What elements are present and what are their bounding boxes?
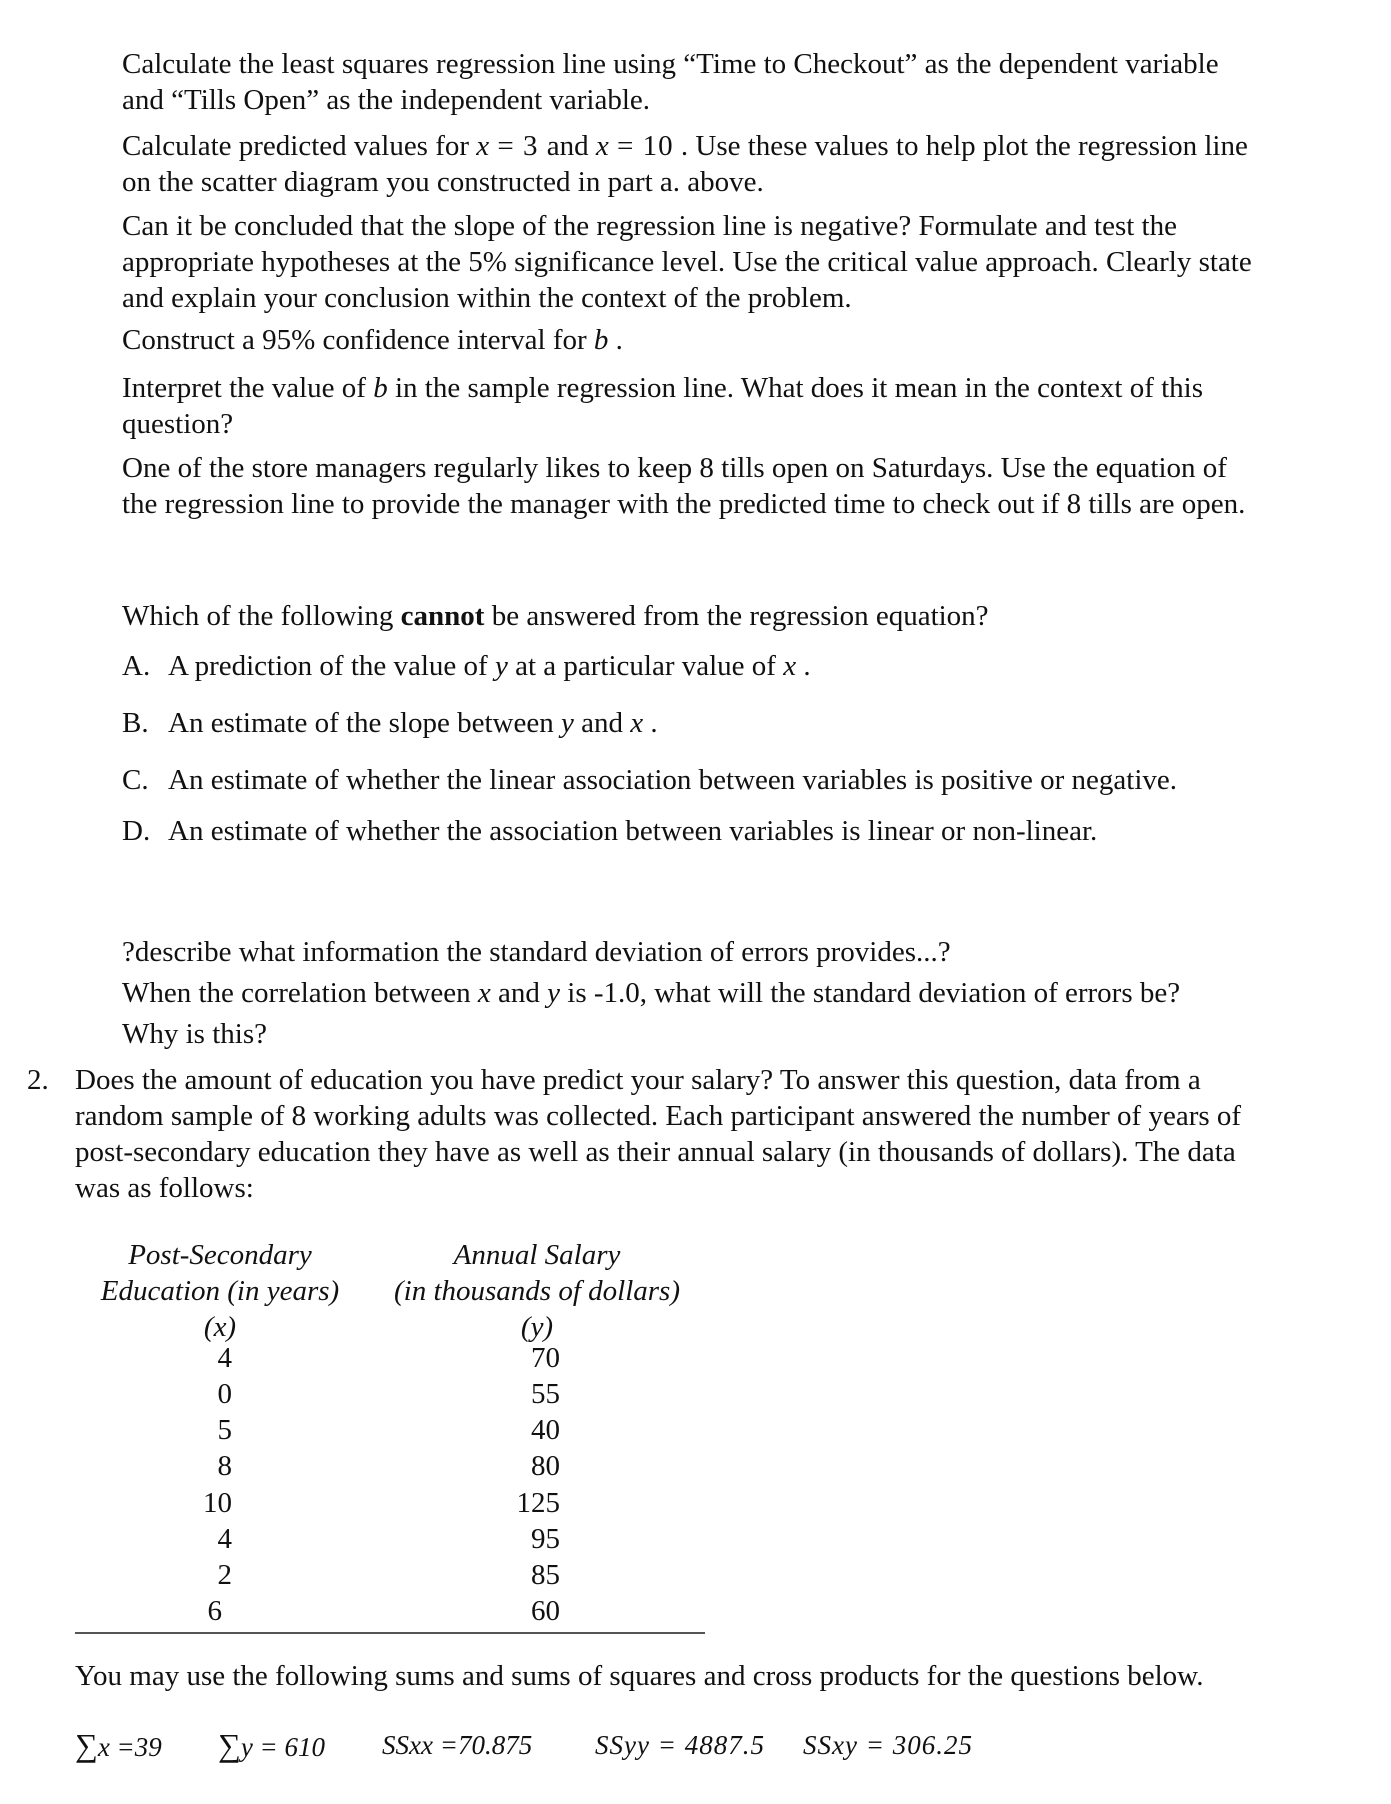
text-line: Calculate the least squares regression line using “Time to Checkout” as the dependent variable (122, 48, 1219, 80)
option-label: D. (122, 815, 151, 847)
sum-y-value: y = 610 (240, 1732, 326, 1762)
cell-y: 95 (531, 1523, 560, 1555)
math-var-y: y (494, 650, 508, 682)
math-eq: = 3 (489, 130, 547, 162)
ssxy: SSxy = 306.25 (803, 1730, 973, 1760)
math-var-b: b (593, 324, 609, 356)
text-line: appropriate hypotheses at the 5% significance level. Use the critical value approach. Clearly state (122, 246, 1252, 278)
cell-y: 125 (516, 1487, 560, 1519)
ssyy: SSyy = 4887.5 (595, 1730, 765, 1760)
cell-x: 8 (217, 1450, 232, 1482)
header-line: Post-Secondary (128, 1239, 312, 1271)
item-confidence-interval (122, 322, 1342, 358)
text-line: question? (122, 408, 234, 440)
item-predicted-values (122, 128, 1342, 200)
cell-x: 4 (217, 1523, 232, 1555)
question-number: 2. (27, 1064, 49, 1096)
text-fragment: Interpret the value of (122, 372, 374, 404)
text-line: Does the amount of education you have predict your salary? To answer this question, data from a (75, 1064, 1201, 1096)
math-var-y: y (547, 977, 561, 1009)
mc-option-d (122, 813, 1097, 849)
text-line: was as follows: (75, 1172, 254, 1204)
option-label: B. (122, 707, 149, 739)
text-line (122, 370, 1342, 406)
text-fragment: Which of the following (122, 600, 401, 632)
text-fragment: and (546, 130, 596, 162)
question2-text (75, 1062, 1345, 1206)
text-fragment: and (573, 707, 631, 739)
header-line: (y) (520, 1311, 554, 1343)
mc-option-c (122, 762, 1177, 798)
column-header-salary (382, 1237, 692, 1345)
ssxx: SSxx =70.875 (382, 1730, 533, 1760)
text-fragment: Construct a 95% confidence interval for (122, 324, 594, 356)
text-fragment: . Use these values to help plot the regression line (673, 130, 1248, 162)
cell-x: 10 (203, 1487, 232, 1519)
cell-y: 60 (531, 1595, 560, 1627)
cell-x: 6 (207, 1595, 222, 1627)
cell-y: 70 (531, 1342, 560, 1374)
sums-intro (75, 1658, 1345, 1694)
text-fragment: When the correlation between (122, 977, 478, 1009)
math-var-x: x (477, 977, 491, 1009)
text-line: and “Tills Open” as the independent variable. (122, 84, 651, 116)
text-line: ?describe what information the standard deviation of errors provides...? (122, 936, 951, 968)
item-manager-prediction (122, 450, 1342, 522)
sigma-icon: ∑ (75, 1727, 98, 1763)
cell-y: 80 (531, 1450, 560, 1482)
text-line: on the scatter diagram you constructed in part a. above. (122, 166, 764, 198)
text-line (122, 973, 1342, 1014)
text-fragment: . (643, 707, 658, 739)
text-line: One of the store managers regularly likes to keep 8 tills open on Saturdays. Use the equation of (122, 452, 1227, 484)
text-fragment: . (608, 324, 623, 356)
cell-x: 5 (217, 1414, 232, 1446)
math-var-x: x (630, 707, 644, 739)
sum-y (218, 1727, 325, 1765)
text-line: and explain your conclusion within the context of the problem. (122, 282, 852, 314)
sum-x-value: x =39 (97, 1732, 162, 1762)
item-interpret-b (122, 370, 1342, 442)
math-eq: = 10 (608, 130, 674, 162)
option-text: An estimate of whether the linear association between variables is positive or negative. (168, 764, 1178, 796)
text-fragment: Calculate predicted values for (122, 130, 477, 162)
column-header-education (85, 1237, 355, 1345)
header-line: (in thousands of dollars) (394, 1275, 680, 1307)
option-label: A. (122, 650, 151, 682)
emphasis-cannot: cannot (400, 600, 485, 632)
text-line: random sample of 8 working adults was collected. Each participant answered the number of years of (75, 1100, 1242, 1132)
text-fragment: be answered from the regression equation? (484, 600, 989, 632)
text-fragment: in the sample regression line. What does it mean in the context of this (387, 372, 1204, 404)
math-var-x: x (595, 130, 609, 162)
text-line (122, 598, 1342, 634)
option-text: An estimate of whether the association between variables is linear or non-linear. (168, 815, 1098, 847)
text-line: Can it be concluded that the slope of the regression line is negative? Formulate and test the (122, 210, 1177, 242)
math-var-b: b (373, 372, 388, 404)
header-line: (x) (203, 1311, 237, 1343)
math-var-y: y (561, 707, 574, 739)
text-fragment: . (796, 650, 811, 682)
math-var-x: x (783, 650, 797, 682)
text-fragment: is -1.0, what will the standard deviation of errors be? (560, 977, 1181, 1009)
std-error-questions (122, 932, 1342, 1055)
header-line: Education (in years) (100, 1275, 340, 1307)
math-var-x: x (476, 130, 490, 162)
text-line: post-secondary education they have as well as their annual salary (in thousands of dollars). The data (75, 1136, 1236, 1168)
mc-question-stem (122, 598, 1342, 634)
table-bottom-rule (75, 1632, 705, 1634)
cell-y: 40 (531, 1414, 560, 1446)
mc-option-a (122, 648, 811, 684)
text-line (122, 128, 1342, 164)
text-line (122, 322, 1342, 358)
header-line: Annual Salary (453, 1239, 621, 1271)
text-fragment: A prediction of the value of (168, 650, 495, 682)
cell-x: 4 (217, 1342, 232, 1374)
mc-option-b (122, 705, 658, 741)
text-fragment: An estimate of the slope between (168, 707, 561, 739)
text-fragment: and (490, 977, 548, 1009)
text-line: You may use the following sums and sums of squares and cross products for the questions below. (75, 1660, 1204, 1692)
text-line: the regression line to provide the manager with the predicted time to check out if 8 tills are open. (122, 488, 1246, 520)
text-line: Why is this? (122, 1018, 267, 1050)
item-hypothesis-test (122, 208, 1342, 316)
option-label: C. (122, 764, 149, 796)
item-regression-line (122, 46, 1342, 118)
cell-x: 0 (217, 1378, 232, 1410)
cell-y: 85 (531, 1559, 560, 1591)
cell-y: 55 (531, 1378, 560, 1410)
sum-x (75, 1727, 162, 1765)
text-fragment: at a particular value of (507, 650, 784, 682)
cell-x: 2 (217, 1559, 232, 1591)
sigma-icon: ∑ (218, 1727, 241, 1763)
